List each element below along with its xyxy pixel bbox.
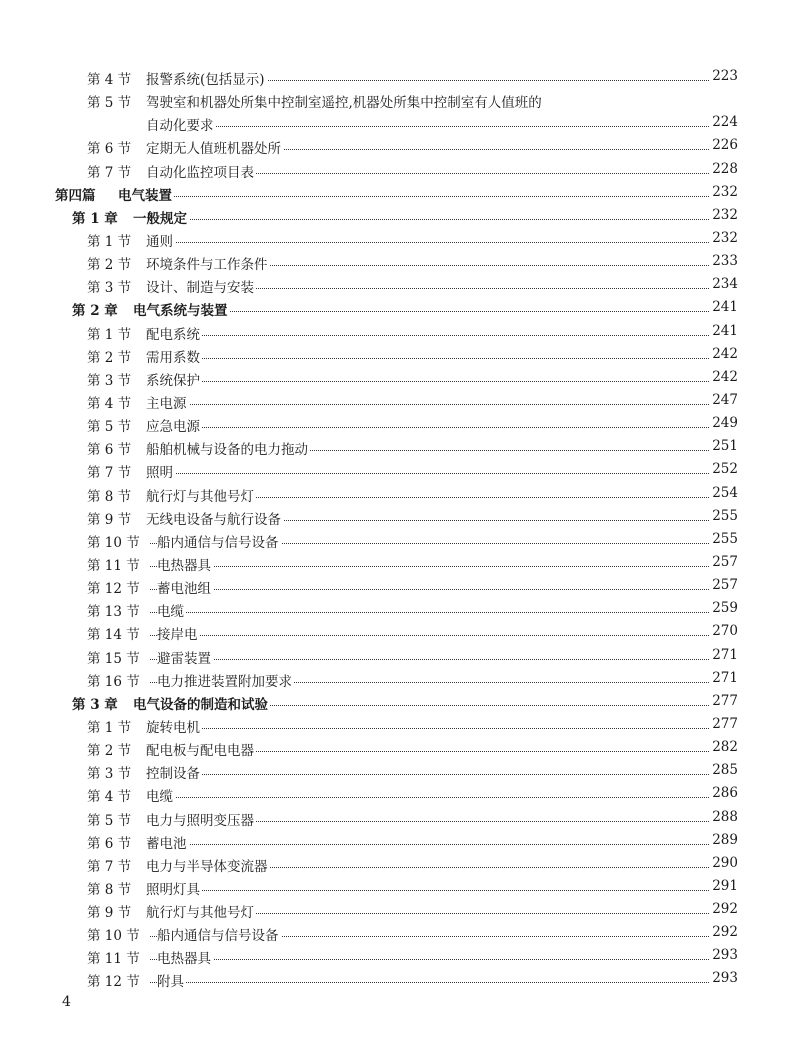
toc-entry-page: 293 (709, 970, 738, 986)
toc-entry-title: 报警系统(包括显示) (146, 68, 267, 88)
toc-section (0, 645, 790, 668)
toc-entry-label: 第 1 节 (87, 233, 132, 250)
toc-entry-page: 255 (709, 508, 738, 524)
toc-entry-label: 第 1 节 (87, 326, 132, 343)
toc-entry-label: 第 12 节 (87, 974, 140, 991)
toc-entry-title: 船内通信与信号设备 (157, 531, 281, 551)
toc-entry-title: 电缆 (146, 785, 175, 805)
toc-entry-title: 一般规定 (133, 207, 189, 227)
toc-section (0, 876, 790, 899)
toc-section (0, 737, 790, 760)
toc-entry-label: 第 4 节 (87, 395, 132, 412)
toc-entry-title: 通则 (146, 230, 175, 250)
toc-entry-title: 电气设备的制造和试验 (133, 693, 270, 713)
toc-section (0, 807, 790, 830)
toc-entry-page: 271 (709, 647, 738, 663)
toc-entry-label: 第 14 节 (87, 627, 140, 644)
toc-entry-page: 224 (709, 114, 738, 130)
toc-entry-title: 航行灯与其他号灯 (146, 901, 256, 921)
leader-dots (150, 982, 735, 983)
leader-dots (150, 242, 735, 243)
toc-section (0, 274, 790, 297)
toc-entry-title: 需用系数 (146, 346, 202, 366)
toc-chapter (0, 297, 790, 320)
toc-entry-page: 293 (709, 947, 738, 963)
toc-entry-label: 第 10 节 (87, 534, 140, 551)
toc-entry-label: 第 2 节 (87, 743, 132, 760)
toc-entry-page: 289 (709, 832, 738, 848)
toc-entry-page: 291 (709, 878, 738, 894)
toc-entry-page: 254 (709, 485, 738, 501)
toc-section (0, 367, 790, 390)
toc-section (0, 714, 790, 737)
toc-entry-label: 第 1 章 (72, 210, 118, 227)
toc-entry-label: 第 2 章 (72, 303, 118, 320)
toc-entry-page: 232 (709, 230, 738, 246)
toc-section (0, 968, 790, 991)
toc-entry-label: 第 7 节 (87, 858, 132, 875)
toc-entry-page: 290 (709, 855, 738, 871)
leader-dots (150, 635, 735, 636)
leader-dots (150, 404, 735, 405)
toc-section (0, 783, 790, 806)
toc-entry-title: 附具 (157, 970, 186, 990)
toc-section (0, 552, 790, 575)
toc-section (0, 159, 790, 182)
toc-entry-label: 第 3 节 (87, 280, 132, 297)
toc-entry-label: 第 8 节 (87, 881, 132, 898)
toc-entry-label: 第 4 节 (87, 72, 132, 88)
toc-entry-title: 电缆 (157, 600, 186, 620)
toc-entry-title: 驾驶室和机器处所集中控制室遥控,机器处所集中控制室有人值班的 (146, 91, 544, 111)
toc-entry-page: 292 (709, 924, 738, 940)
toc-entry-title: 主电源 (146, 392, 189, 412)
toc-entry-label: 第四篇 (55, 187, 96, 204)
toc-entry-label: 第 2 节 (87, 349, 132, 366)
toc-entry-label: 第 5 节 (87, 812, 132, 829)
toc-entry-page: 288 (709, 809, 738, 825)
toc-entry-page: 271 (709, 670, 738, 686)
toc-entry-page: 232 (709, 207, 738, 223)
toc-entry-page: 233 (709, 253, 738, 269)
leader-dots (150, 566, 735, 567)
toc-section (0, 321, 790, 344)
toc-entry-title: 电力与照明变压器 (146, 809, 256, 829)
leader-dots (150, 797, 735, 798)
toc-entry-label: 第 13 节 (87, 604, 140, 621)
toc-entry-label: 第 9 节 (87, 905, 132, 922)
toc-entry-label: 第 3 节 (87, 372, 132, 389)
toc-section (0, 575, 790, 598)
toc-entry-title: 控制设备 (146, 762, 202, 782)
toc-entry-title: 电热器具 (157, 554, 213, 574)
toc-entry-title: 电力与半导体变流器 (146, 855, 270, 875)
toc-entry-page: 252 (709, 461, 738, 477)
toc-entry-title: 无线电设备与航行设备 (146, 508, 283, 528)
leader-dots (150, 844, 735, 845)
toc-section (0, 66, 790, 89)
toc-entry-label: 第 11 节 (87, 557, 140, 574)
toc-entry-page: 241 (709, 323, 738, 339)
toc-section (0, 390, 790, 413)
toc-entry-title: 蓄电池 (146, 832, 189, 852)
toc-section (0, 483, 790, 506)
toc-entry-title: 旋转电机 (146, 716, 202, 736)
toc-entry-title: 设计、制造与安装 (146, 276, 256, 296)
toc-entry-title: 配电系统 (146, 323, 202, 343)
leader-dots (150, 335, 735, 336)
leader-dots (150, 381, 735, 382)
leader-dots (150, 659, 735, 660)
toc-section (0, 436, 790, 459)
toc-entry-label: 第 6 节 (87, 835, 132, 852)
toc-section (0, 459, 790, 482)
toc-entry-label: 第 12 节 (87, 581, 140, 598)
toc-entry-label: 第 5 节 (87, 419, 132, 436)
toc-section (0, 760, 790, 783)
toc-entry-title: 配电板与配电电器 (146, 739, 256, 759)
toc-entry-title: 自动化监控项目表 (146, 161, 256, 181)
toc-chapter (0, 205, 790, 228)
toc-entry-title: 蓄电池组 (157, 577, 213, 597)
toc-entry-title: 避雷装置 (157, 647, 213, 667)
leader-dots (150, 612, 735, 613)
leader-dots (150, 427, 735, 428)
toc-entry-page: 259 (709, 600, 738, 616)
toc-entry-label: 第 16 节 (87, 673, 140, 690)
toc-entry-label: 第 4 节 (87, 789, 132, 806)
leader-dots (150, 473, 735, 474)
toc-part (0, 182, 790, 205)
toc-entry-page: 282 (709, 739, 738, 755)
toc-entry-page: 277 (709, 716, 738, 732)
toc-section (0, 922, 790, 945)
toc-entry-title: 接岸电 (157, 623, 200, 643)
toc-entry-page: 241 (709, 299, 738, 315)
toc-entry-title: 电热器具 (157, 947, 213, 967)
toc-entry-page: 242 (709, 369, 738, 385)
toc-entry-title: 照明 (146, 461, 175, 481)
toc-entry-page: 292 (709, 901, 738, 917)
toc-section (0, 112, 790, 135)
toc-section (0, 344, 790, 367)
table-of-contents (0, 66, 790, 992)
toc-entry-page: 286 (709, 785, 738, 801)
toc-entry-page: 255 (709, 531, 738, 547)
toc-entry-title: 照明灯具 (146, 878, 202, 898)
leader-dots (150, 126, 735, 127)
toc-entry-label: 第 1 节 (87, 719, 132, 736)
toc-section (0, 668, 790, 691)
toc-entry-page: 234 (709, 276, 738, 292)
leader-dots (150, 959, 735, 960)
leader-dots (150, 728, 735, 729)
toc-entry-title: 定期无人值班机器处所 (146, 137, 283, 157)
toc-entry-label: 第 7 节 (87, 164, 132, 181)
toc-section (0, 621, 790, 644)
toc-section (0, 830, 790, 853)
toc-entry-title: 系统保护 (146, 369, 202, 389)
toc-section (0, 413, 790, 436)
toc-entry-page: 226 (709, 137, 738, 153)
toc-entry-title: 应急电源 (146, 415, 202, 435)
toc-section (0, 598, 790, 621)
toc-section (0, 853, 790, 876)
toc-entry-title: 航行灯与其他号灯 (146, 485, 256, 505)
toc-section (0, 228, 790, 251)
toc-entry-title: 电力推进装置附加要求 (157, 670, 294, 690)
toc-entry-title: 自动化要求 (146, 114, 216, 134)
toc-entry-label: 第 6 节 (87, 141, 132, 158)
toc-entry-page: 257 (709, 554, 738, 570)
leader-dots (150, 774, 735, 775)
toc-entry-page: 232 (709, 184, 738, 200)
toc-entry-page: 257 (709, 577, 738, 593)
leader-dots (150, 358, 735, 359)
leader-dots (137, 219, 735, 220)
toc-section (0, 89, 790, 112)
toc-entry-label: 第 8 节 (87, 488, 132, 505)
toc-entry-label: 第 7 节 (87, 465, 132, 482)
toc-entry-title: 船舶机械与设备的电力拖动 (146, 438, 310, 458)
toc-entry-page: 270 (709, 623, 738, 639)
toc-entry-page: 249 (709, 415, 738, 431)
toc-entry-page: 242 (709, 346, 738, 362)
toc-section (0, 506, 790, 529)
toc-entry-label: 第 3 节 (87, 766, 132, 783)
leader-dots (150, 589, 735, 590)
toc-entry-label: 第 2 节 (87, 257, 132, 274)
toc-entry-label: 第 15 节 (87, 650, 140, 667)
leader-dots (122, 196, 735, 197)
toc-section (0, 251, 790, 274)
toc-entry-page: 223 (709, 68, 738, 84)
toc-entry-label: 第 9 节 (87, 511, 132, 528)
toc-entry-label: 第 6 节 (87, 442, 132, 459)
toc-entry-page: 277 (709, 693, 738, 709)
toc-entry-label: 第 3 章 (72, 696, 118, 713)
toc-entry-page: 228 (709, 161, 738, 177)
toc-entry-title: 电气系统与装置 (133, 299, 230, 319)
toc-section (0, 945, 790, 968)
toc-chapter (0, 691, 790, 714)
page-number: 4 (62, 994, 71, 1010)
toc-entry-title: 环境条件与工作条件 (146, 253, 270, 273)
toc-entry-page: 247 (709, 392, 738, 408)
toc-entry-label: 第 5 节 (87, 95, 132, 112)
toc-entry-page: 285 (709, 762, 738, 778)
toc-entry-title: 船内通信与信号设备 (157, 924, 281, 944)
toc-section (0, 529, 790, 552)
toc-entry-label: 第 10 节 (87, 928, 140, 945)
toc-entry-title: 电气装置 (118, 184, 174, 204)
toc-section (0, 899, 790, 922)
toc-section (0, 135, 790, 158)
toc-entry-page: 251 (709, 438, 738, 454)
leader-dots (150, 890, 735, 891)
toc-entry-label: 第 11 节 (87, 951, 140, 968)
